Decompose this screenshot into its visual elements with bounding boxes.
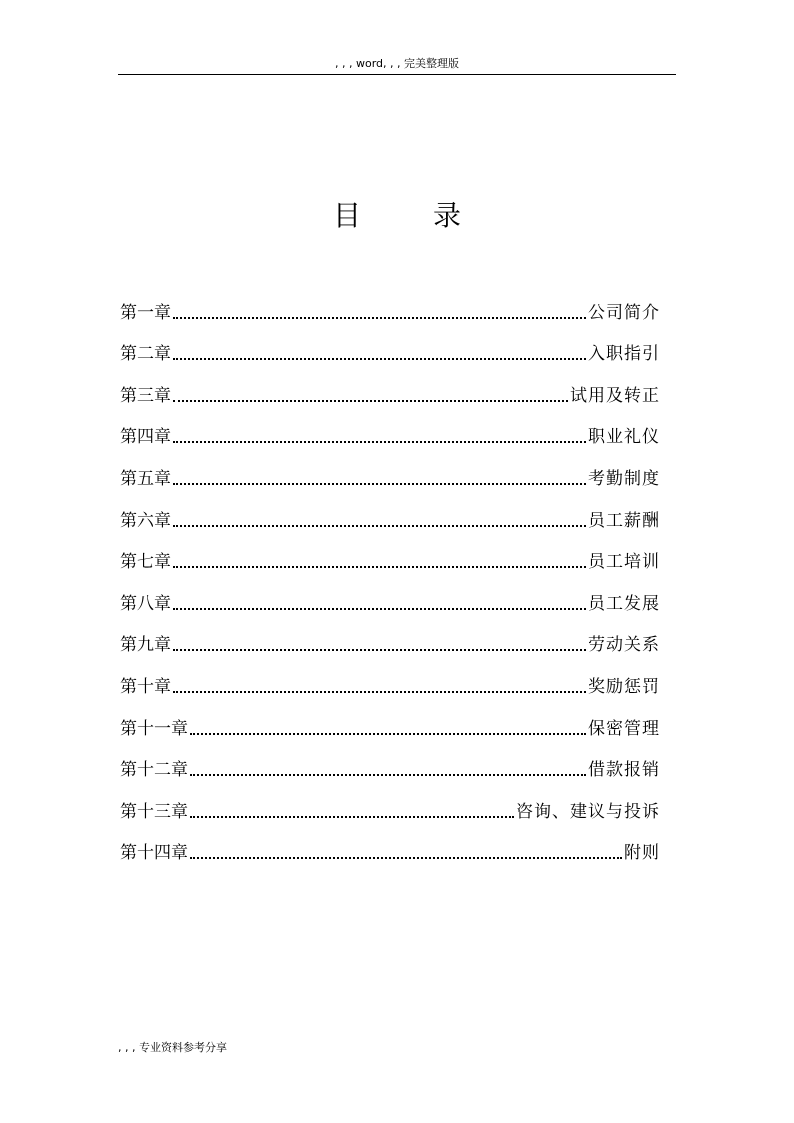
- toc-entry[interactable]: [120, 578, 660, 620]
- toc-chapter-label: 第七章: [120, 552, 171, 573]
- toc-entry[interactable]: [120, 370, 660, 412]
- toc-topic-label: 试用及转正: [570, 385, 660, 406]
- toc-entry[interactable]: [120, 703, 660, 745]
- toc-topic-label: 入职指引: [588, 344, 660, 365]
- toc-topic-label: 员工培训: [588, 552, 660, 573]
- toc-dot-leader: [173, 483, 586, 485]
- toc-topic-label: 考勤制度: [588, 468, 660, 489]
- toc-chapter-label: 第十三章: [120, 801, 188, 822]
- title-char-2: 录: [433, 199, 462, 232]
- title-char-1: 目: [332, 199, 361, 232]
- toc-dot-leader: [173, 608, 586, 610]
- toc-chapter-label: 第十四章: [120, 843, 188, 864]
- toc-topic-label: 员工薪酬: [588, 510, 660, 531]
- toc-entry[interactable]: [120, 412, 660, 454]
- toc-entry[interactable]: [120, 661, 660, 703]
- page-header: [118, 56, 676, 75]
- document-title: [0, 196, 794, 236]
- toc-topic-label: 附则: [624, 843, 660, 864]
- toc-entry[interactable]: [120, 537, 660, 579]
- toc-dot-leader: [190, 857, 622, 859]
- toc-dot-leader: [173, 566, 586, 568]
- toc-dot-leader: [173, 649, 586, 651]
- toc-entry[interactable]: [120, 495, 660, 537]
- page-footer: [118, 1040, 227, 1056]
- footer-text: , , , 专业资料参考分享: [118, 1041, 227, 1054]
- toc-entry[interactable]: [120, 786, 660, 828]
- toc-dot-leader: [173, 400, 568, 402]
- toc-chapter-label: 第四章: [120, 427, 171, 448]
- toc-chapter-label: 第十二章: [120, 760, 188, 781]
- toc-entry[interactable]: [120, 828, 660, 870]
- toc-dot-leader: [173, 317, 586, 319]
- toc-chapter-label: 第五章: [120, 468, 171, 489]
- toc-chapter-label: 第三章: [120, 385, 171, 406]
- toc-dot-leader: [173, 691, 586, 693]
- toc-topic-label: 职业礼仪: [588, 427, 660, 448]
- toc-entry[interactable]: [120, 745, 660, 787]
- toc-entry[interactable]: [120, 453, 660, 495]
- toc-dot-leader: [173, 358, 586, 360]
- toc-topic-label: 咨询、建议与投诉: [516, 801, 660, 822]
- toc-chapter-label: 第十章: [120, 676, 171, 697]
- toc-dot-leader: [190, 774, 586, 776]
- toc-dot-leader: [190, 816, 514, 818]
- toc-dot-leader: [190, 733, 586, 735]
- toc-entry[interactable]: [120, 329, 660, 371]
- toc-topic-label: 保密管理: [588, 718, 660, 739]
- toc-topic-label: 借款报销: [588, 760, 660, 781]
- toc-topic-label: 劳动关系: [588, 635, 660, 656]
- toc-chapter-label: 第一章: [120, 302, 171, 323]
- table-of-contents: [120, 287, 660, 869]
- toc-chapter-label: 第十一章: [120, 718, 188, 739]
- toc-dot-leader: [173, 525, 586, 527]
- toc-entry[interactable]: [120, 620, 660, 662]
- toc-chapter-label: 第六章: [120, 510, 171, 531]
- toc-entry[interactable]: [120, 287, 660, 329]
- toc-topic-label: 公司简介: [588, 302, 660, 323]
- toc-dot-leader: [173, 441, 586, 443]
- toc-topic-label: 奖励惩罚: [588, 676, 660, 697]
- header-text: , , , word, , , 完美整理版: [335, 57, 459, 70]
- toc-topic-label: 员工发展: [588, 593, 660, 614]
- toc-chapter-label: 第九章: [120, 635, 171, 656]
- toc-chapter-label: 第二章: [120, 344, 171, 365]
- toc-chapter-label: 第八章: [120, 593, 171, 614]
